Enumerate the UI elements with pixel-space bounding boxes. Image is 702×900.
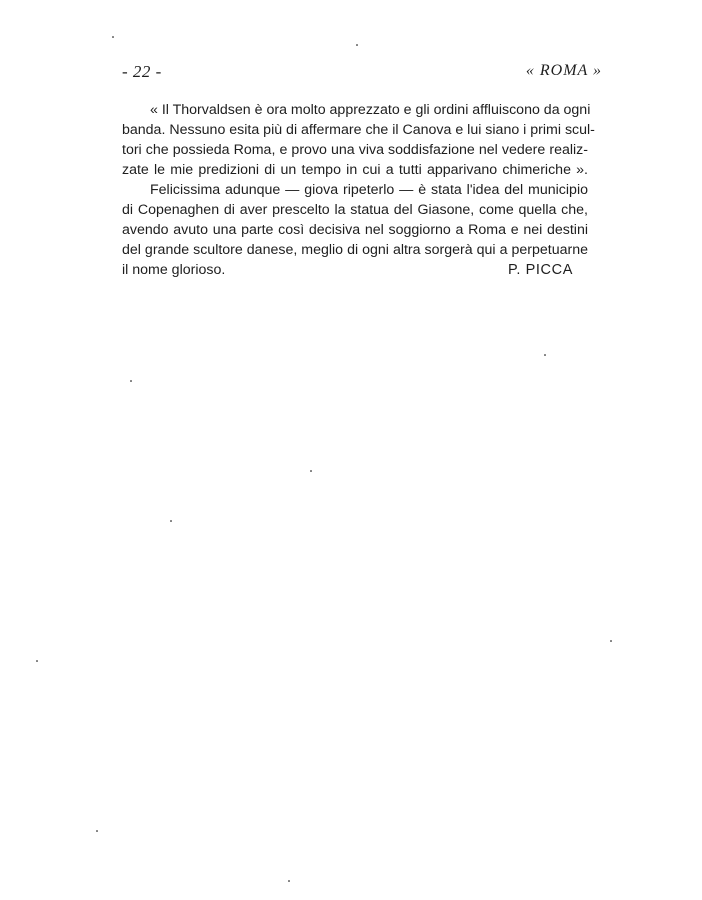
scan-speck: [610, 640, 612, 642]
paragraph-quote: [122, 100, 595, 180]
body-text: [122, 100, 595, 280]
text-line: « Il Thorvaldsen è ora molto apprezzato e gli ordini affluiscono da ogni: [150, 102, 591, 118]
text-line: tori che possieda Roma, e provo una viva soddisfazione nel vedere realiz-: [122, 142, 588, 158]
text-line: del grande scultore danese, meglio di ogni altra sorgerà qui a perpetuarne: [122, 242, 588, 258]
scan-speck: [310, 470, 312, 472]
running-title: « ROMA »: [525, 62, 602, 79]
page-header: [122, 62, 606, 84]
text-line: zate le mie predizioni di un tempo in cui a tutti apparivano chimeriche ».: [122, 162, 588, 178]
scan-speck: [96, 830, 98, 832]
text-line: avendo avuto una parte così decisiva nel soggiorno a Roma e nei destini: [122, 222, 588, 238]
text-line: il nome glorioso.: [122, 262, 226, 278]
scan-speck: [544, 354, 546, 356]
scan-speck: [288, 880, 290, 882]
author-signature: P. PICCA: [508, 262, 573, 278]
scan-speck: [356, 44, 358, 46]
page-number: - 22 -: [122, 62, 162, 81]
scan-speck: [170, 520, 172, 522]
text-line: banda. Nessuno esita più di affermare che il Canova e lui siano i primi scul-: [122, 122, 595, 138]
scan-speck: [112, 36, 114, 38]
text-line: Felicissima adunque — giova ripeterlo — è stata l'idea del municipio: [150, 182, 588, 198]
scan-speck: [36, 660, 38, 662]
scan-speck: [130, 380, 132, 382]
text-line: di Copenaghen di aver prescelto la statua del Giasone, come quella che,: [122, 202, 588, 218]
